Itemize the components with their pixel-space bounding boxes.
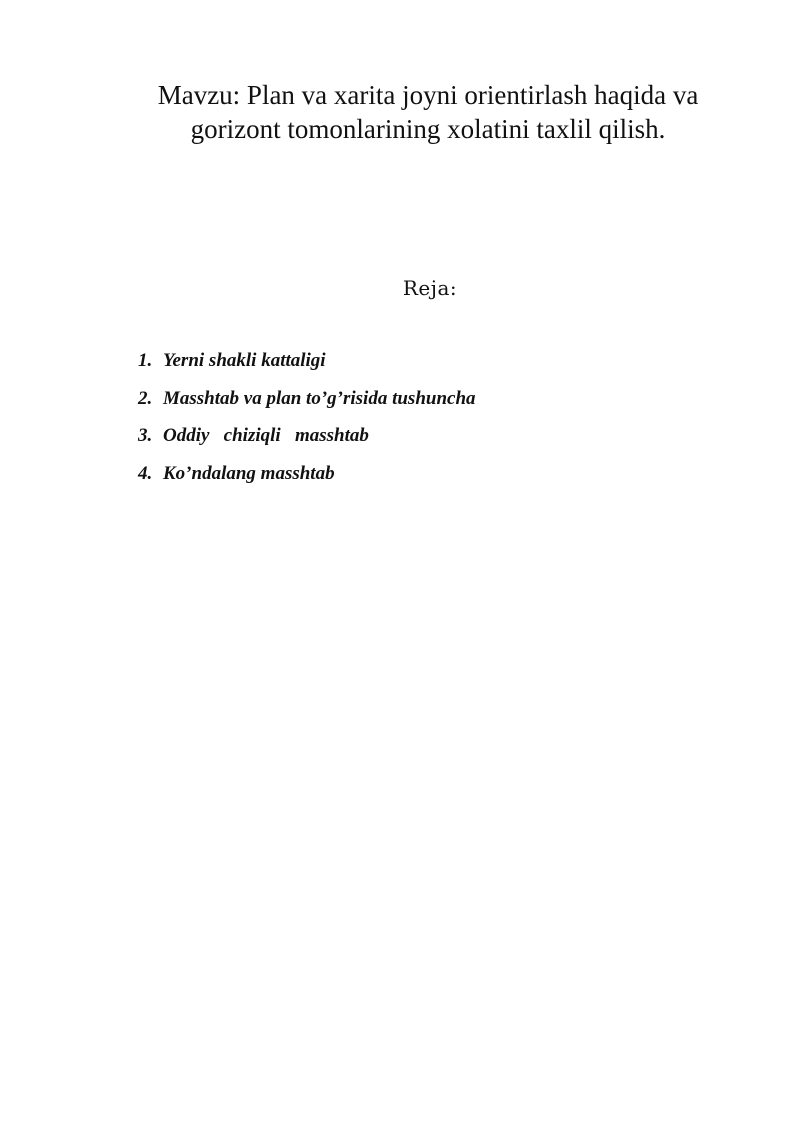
plan-item-text: Masshtab va plan to’g’risida tushuncha	[163, 387, 476, 409]
title-line-2: gorizont tomonlarining xolatini taxlil qilish.	[190, 114, 666, 144]
plan-item-3	[138, 423, 698, 461]
plan-heading: Reja:	[402, 276, 458, 300]
plan-item-text: Ko’ndalang masshtab	[163, 462, 335, 484]
plan-item-number: 3.	[138, 425, 153, 446]
title-line-1: Mavzu: Plan va xarita joyni orientirlash haqida va	[157, 80, 699, 110]
plan-item-number: 1.	[138, 350, 153, 371]
plan-item-4	[138, 461, 698, 499]
plan-item-number: 2.	[138, 387, 153, 409]
plan-item-text: Yerni shakli kattaligi	[163, 350, 326, 371]
document-title	[110, 78, 746, 146]
plan-item-2	[138, 386, 698, 424]
plan-item-number: 4.	[138, 462, 153, 484]
plan-item-text: Oddiy chiziqli masshtab	[163, 425, 369, 446]
plan-list	[138, 348, 698, 498]
plan-item-1	[138, 348, 698, 386]
